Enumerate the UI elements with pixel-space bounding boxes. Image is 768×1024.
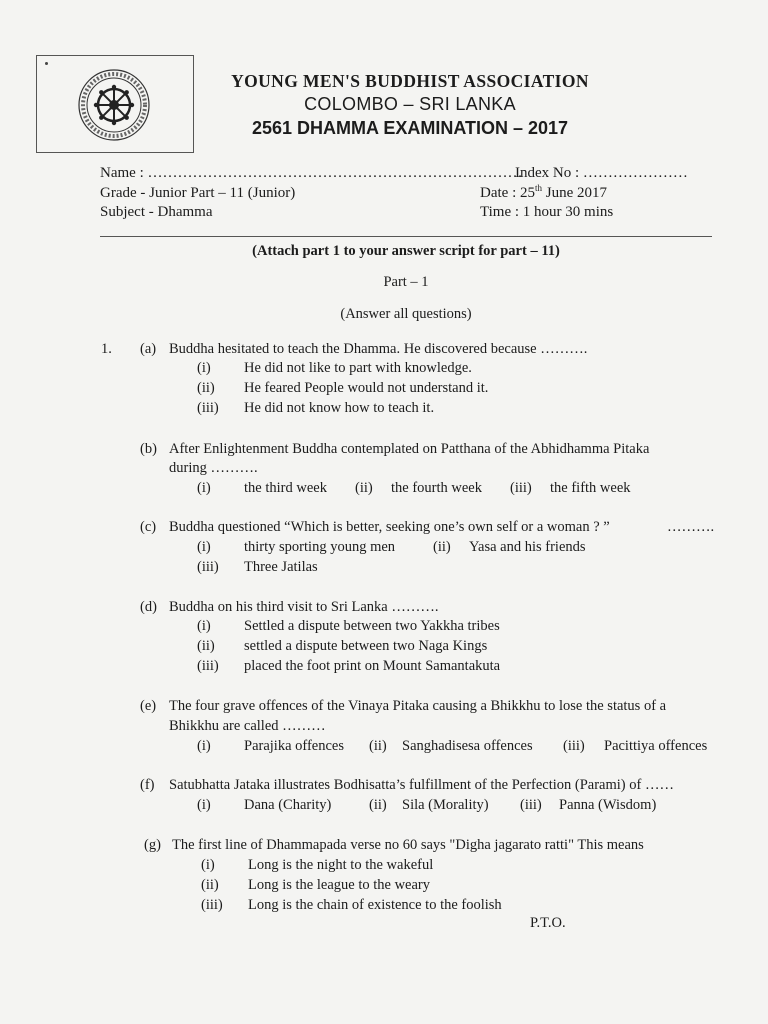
time-line: Time : 1 hour 30 mins xyxy=(480,204,614,220)
ymba-emblem-logo xyxy=(77,68,151,142)
name-field: Name : ………………………………………………………………… xyxy=(100,165,523,181)
q-f-opt-num: (i) xyxy=(197,797,211,813)
question-number: 1. xyxy=(101,341,112,357)
q-d-opt-num: (ii) xyxy=(197,638,215,654)
q-e-label: (e) xyxy=(140,698,157,714)
association-title: YOUNG MEN'S BUDDHIST ASSOCIATION xyxy=(231,71,589,91)
subject-line: Subject - Dhamma xyxy=(100,204,213,220)
q-c-label: (c) xyxy=(140,519,157,535)
q-a-opt-num: (i) xyxy=(197,360,211,376)
q-a-text: Buddha hesitated to teach the Dhamma. He discovered because ………. xyxy=(169,341,588,357)
q-e-opt-num: (iii) xyxy=(563,738,585,754)
q-b-opt-text: the fourth week xyxy=(391,480,482,496)
q-f-opt-text: Dana (Charity) xyxy=(244,797,332,813)
q-f-opt-num: (ii) xyxy=(369,797,387,813)
q-d-text: Buddha on his third visit to Sri Lanka ………. xyxy=(169,599,439,615)
q-g-label: (g) xyxy=(144,837,161,853)
q-f-opt-num: (iii) xyxy=(520,797,542,813)
q-e-text-2: Bhikkhu are called ……… xyxy=(169,718,326,734)
q-d-opt-text: settled a dispute between two Naga Kings xyxy=(244,638,488,654)
q-g-opt-num: (iii) xyxy=(201,897,223,913)
q-d-opt-text: placed the foot print on Mount Samantakuta xyxy=(244,658,501,674)
q-f-opt-text: Panna (Wisdom) xyxy=(559,797,657,813)
divider xyxy=(100,236,712,237)
q-c-opt-text: Three Jatilas xyxy=(244,559,318,575)
q-e-opt-text: Pacittiya offences xyxy=(604,738,708,754)
q-c-dots: ………. xyxy=(667,519,715,535)
q-b-text-2: during ………. xyxy=(169,460,258,476)
date-sup: th xyxy=(534,183,542,193)
q-c-opt-num: (iii) xyxy=(197,559,219,575)
q-d-label: (d) xyxy=(140,599,157,615)
q-a-opt-text: He did not like to part with knowledge. xyxy=(244,360,472,376)
q-e-opt-num: (i) xyxy=(197,738,211,754)
logo-frame xyxy=(36,55,194,153)
q-a-opt-num: (ii) xyxy=(197,380,215,396)
q-e-opt-num: (ii) xyxy=(369,738,387,754)
q-g-opt-text: Long is the chain of existence to the foolish xyxy=(248,897,502,913)
q-g-opt-num: (i) xyxy=(201,857,215,873)
part-heading: Part – 1 xyxy=(383,274,429,290)
pto-note: P.T.O. xyxy=(530,915,566,931)
q-b-opt-num: (i) xyxy=(197,480,211,496)
q-e-opt-text: Sanghadisesa offences xyxy=(402,738,533,754)
q-e-text-1: The four grave offences of the Vinaya Pitaka causing a Bhikkhu to lose the status of a xyxy=(169,698,667,714)
q-f-opt-text: Sila (Morality) xyxy=(402,797,489,813)
q-f-text: Satubhatta Jataka illustrates Bodhisatta’s fulfillment of the Perfection (Parami) of …… xyxy=(169,777,674,793)
q-g-opt-text: Long is the league to the weary xyxy=(248,877,430,893)
q-d-opt-text: Settled a dispute between two Yakkha tribes xyxy=(244,618,500,634)
q-c-opt-text: thirty sporting young men xyxy=(244,539,396,555)
date-line xyxy=(480,185,607,202)
q-c-opt-num: (i) xyxy=(197,539,211,555)
answer-all-instruction: (Answer all questions) xyxy=(340,306,472,322)
q-b-opt-num: (ii) xyxy=(355,480,373,496)
index-field: Index No : ………………… xyxy=(515,165,688,181)
q-a-opt-num: (iii) xyxy=(197,400,219,416)
q-b-label: (b) xyxy=(140,441,157,457)
attach-instruction: (Attach part 1 to your answer script for part – 11) xyxy=(252,243,560,259)
q-g-text: The first line of Dhammapada verse no 60 says "Digha jagarato ratti" This means xyxy=(172,837,644,853)
q-a-opt-text: He feared People would not understand it. xyxy=(244,380,489,396)
city-title: COLOMBO – SRI LANKA xyxy=(304,94,516,114)
q-g-opt-num: (ii) xyxy=(201,877,219,893)
q-c-text: Buddha questioned “Which is better, seeking one’s own self or a woman ? ” xyxy=(169,519,610,535)
grade-line: Grade - Junior Part – 11 (Junior) xyxy=(100,185,296,201)
q-f-label: (f) xyxy=(140,777,155,793)
frame-dot xyxy=(45,62,48,65)
date-pre: Date : 25 xyxy=(480,185,535,201)
q-b-opt-text: the third week xyxy=(244,480,327,496)
exam-title: 2561 DHAMMA EXAMINATION – 2017 xyxy=(251,118,569,138)
q-d-opt-num: (i) xyxy=(197,618,211,634)
q-b-opt-text: the fifth week xyxy=(550,480,631,496)
date-post: June 2017 xyxy=(542,185,607,201)
q-d-opt-num: (iii) xyxy=(197,658,219,674)
q-c-opt-text: Yasa and his friends xyxy=(469,539,586,555)
q-b-text-1: After Enlightenment Buddha contemplated on Patthana of the Abhidhamma Pitaka xyxy=(169,441,650,457)
q-a-opt-text: He did not know how to teach it. xyxy=(244,400,435,416)
q-a-label: (a) xyxy=(140,341,157,357)
q-e-opt-text: Parajika offences xyxy=(244,738,344,754)
q-g-opt-text: Long is the night to the wakeful xyxy=(248,857,434,873)
q-b-opt-num: (iii) xyxy=(510,480,532,496)
q-c-opt-num: (ii) xyxy=(433,539,451,555)
